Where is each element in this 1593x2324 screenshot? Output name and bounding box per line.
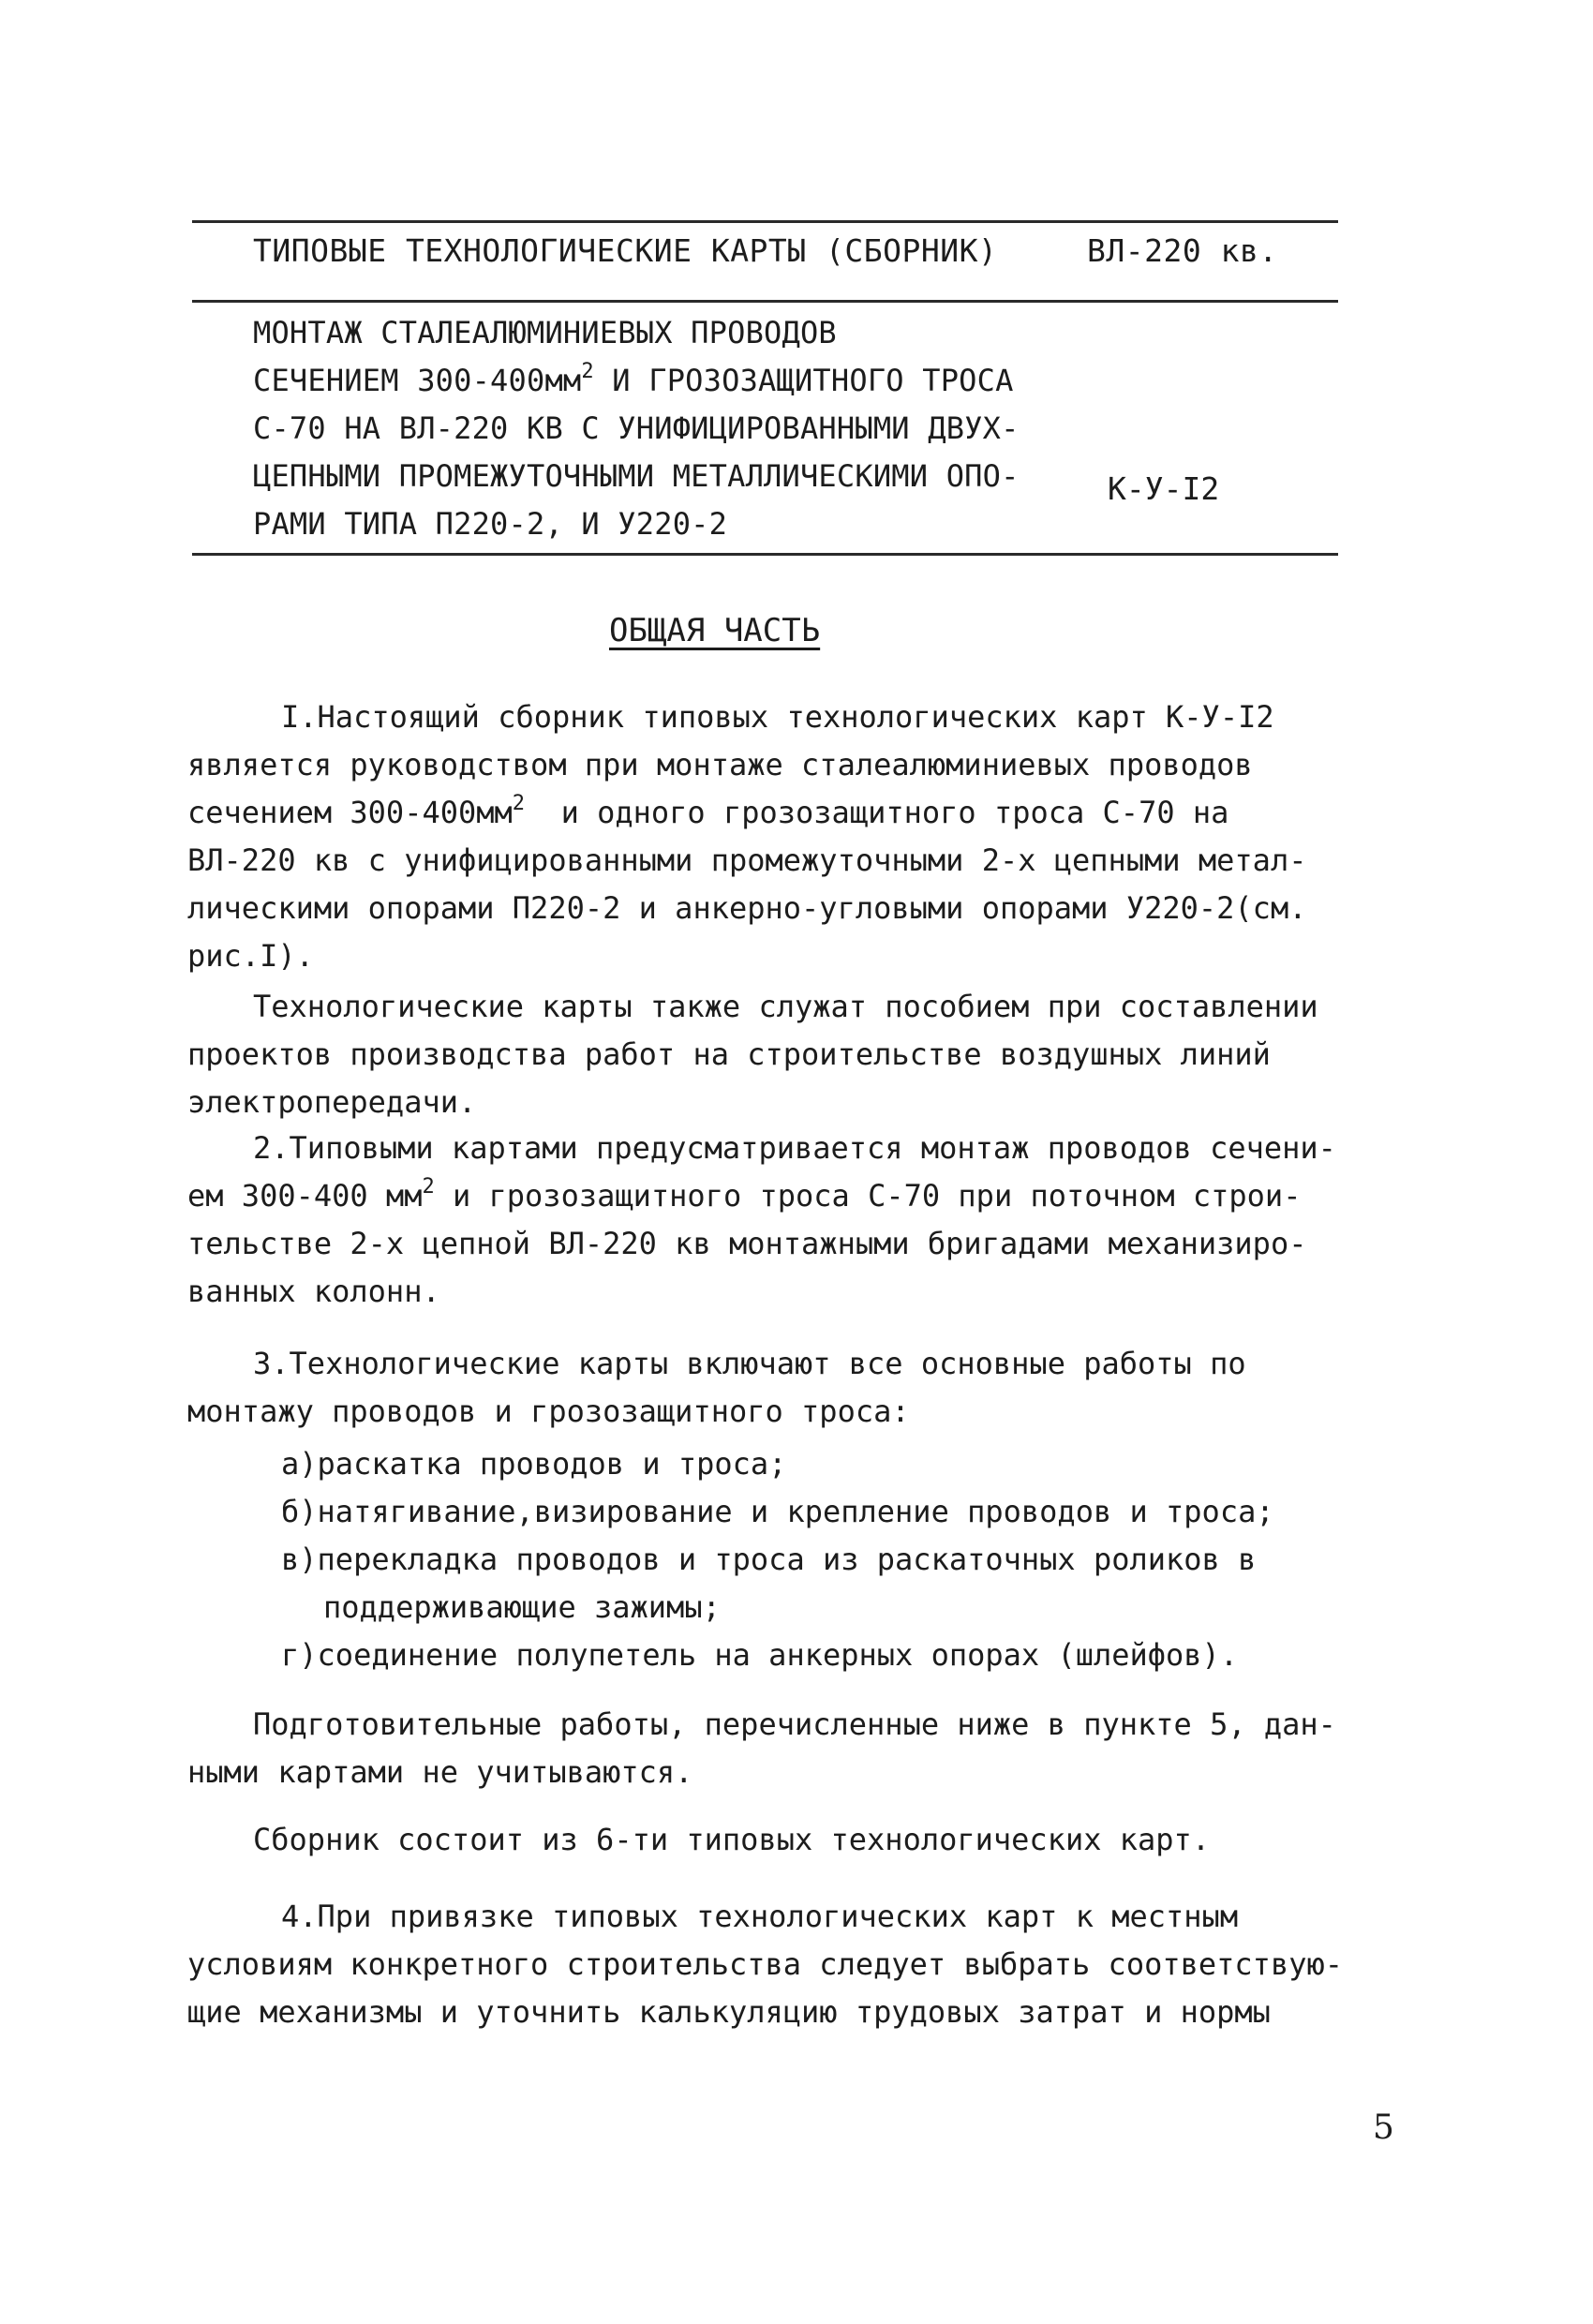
text-line: щие механизмы и уточнить калькуляцию трудовых затрат и нормы [187, 1994, 1271, 2030]
list-item: г)соединение полупетель на анкерных опорах (шлейфов). [281, 1637, 1239, 1673]
text-line: I.Настоящий сборник типовых технологических карт К-У-I2 [281, 699, 1274, 735]
text-line: Подготовительные работы, перечисленные ниже в пункте 5, дан- [253, 1706, 1336, 1742]
text-line: проектов производства работ на строительстве воздушных линий [187, 1036, 1271, 1072]
text-line: ными картами не учитываются. [187, 1754, 693, 1790]
text-line: монтажу проводов и грозозащитного троса: [187, 1393, 910, 1429]
text-line: 2.Типовыми картами предусматривается монтаж проводов сечени- [253, 1130, 1336, 1166]
work-list [187, 1440, 1406, 1679]
page-number: 5 [1373, 2108, 1394, 2147]
list-item: а)раскатка проводов и троса; [281, 1446, 787, 1482]
text-line: 3.Технологические карты включают все основные работы по [253, 1346, 1246, 1381]
section-heading: ОБЩАЯ ЧАСТЬ [609, 612, 821, 649]
text-line: Сборник состоит из 6-ти типовых технологических карт. [253, 1822, 1211, 1857]
text-line: лическими опорами П220-2 и анкерно-угловыми опорами У220-2(см. [187, 890, 1307, 926]
paragraph-1 [187, 693, 1406, 980]
paragraph-2 [187, 983, 1406, 1126]
paragraph-7 [187, 1893, 1406, 2036]
document-code: К-У-I2 [1108, 470, 1220, 507]
header-middle-rule [192, 300, 1338, 303]
title-line: ЦЕПНЫМИ ПРОМЕЖУТОЧНЫМИ МЕТАЛЛИЧЕСКИМИ ОПО- [253, 458, 1020, 494]
title-line: МОНТАЖ СТАЛЕАЛЮМИНИЕВЫХ ПРОВОДОВ [253, 315, 837, 350]
text-line: рис.I). [187, 938, 314, 974]
text-line: ванных колонн. [187, 1274, 440, 1309]
title-line: РАМИ ТИПА П220-2, И У220-2 [253, 506, 728, 542]
series-title: ТИПОВЫЕ ТЕХНОЛОГИЧЕСКИЕ КАРТЫ (СБОРНИК) [253, 232, 998, 269]
voltage-label: ВЛ-220 кв. [1087, 232, 1278, 269]
header-bottom-rule [192, 553, 1338, 556]
paragraph-5 [187, 1701, 1406, 1796]
text-line: тельстве 2-х цепной ВЛ-220 кв монтажными бригадами механизиро- [187, 1226, 1307, 1261]
header-top-rule [192, 220, 1338, 223]
title-line: С-70 НА ВЛ-220 КВ С УНИФИЦИРОВАННЫМИ ДВУХ- [253, 410, 1020, 446]
list-item-continuation: поддерживающие зажимы; [323, 1589, 721, 1625]
list-item: в)перекладка проводов и троса из раскаточных роликов в [281, 1542, 1257, 1577]
text-line: ВЛ-220 кв с унифицированными промежуточными 2-х цепными метал- [187, 842, 1307, 878]
text-line: 4.При привязке типовых технологических карт к местным [281, 1899, 1239, 1934]
paragraph-6 [187, 1816, 1406, 1864]
text-line: условиям конкретного строительства следует выбрать соответствую- [187, 1946, 1343, 1982]
title-line: СЕЧЕНИЕМ $300-400мм^2$ И ГРОЗОЗАЩИТНОГО ТРОСА [253, 360, 1014, 398]
document-title [253, 309, 1096, 548]
text-line: Технологические карты также служат пособием при составлении [253, 989, 1318, 1024]
paragraph-3 [187, 1125, 1406, 1316]
text-line: ем 300-400 $мм^2$ и грозозащитного троса С-70 при поточном строи- [187, 1175, 1302, 1214]
paragraph-4 [187, 1340, 1406, 1436]
text-line: является руководством при монтаже сталеалюминиевых проводов [187, 747, 1253, 782]
list-item: б)натягивание,визирование и крепление проводов и троса; [281, 1494, 1274, 1529]
text-line: сечением $300-400мм^2$ и одного грозозащитного троса С-70 на [187, 792, 1229, 830]
text-line: электропередачи. [187, 1084, 477, 1120]
